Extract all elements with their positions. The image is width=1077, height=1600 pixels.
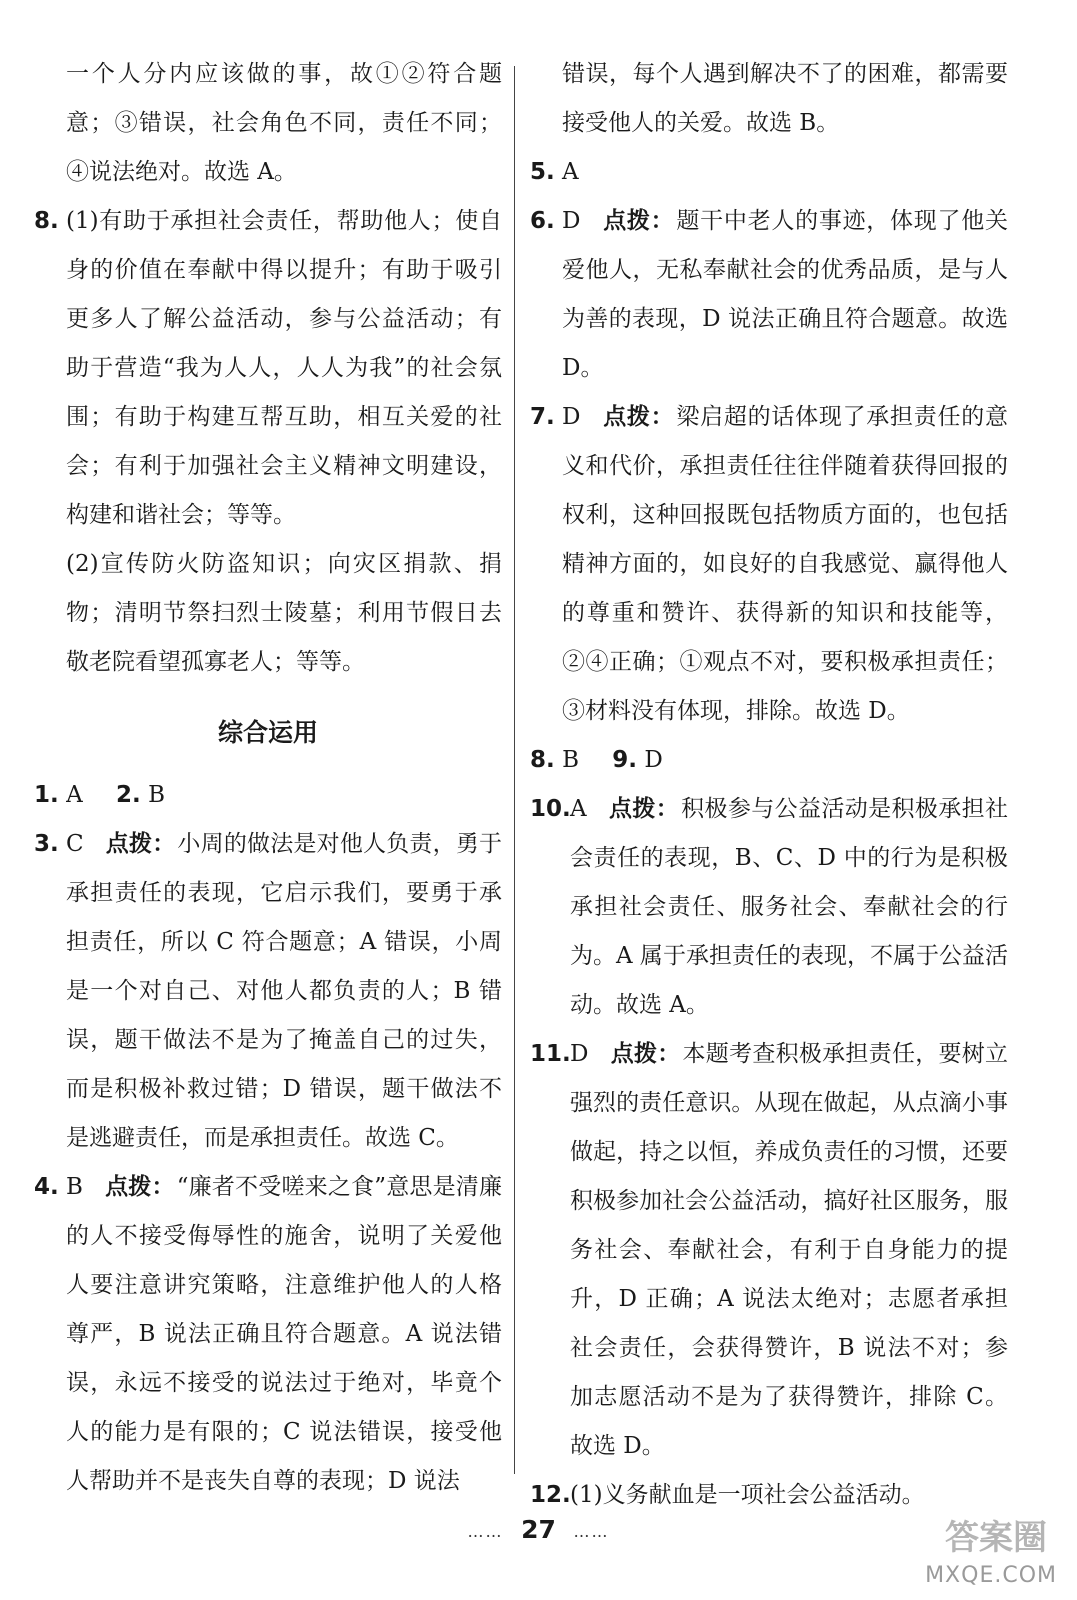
answer-8-part-1: (1)有助于承担社会责任，帮助他人；使自身的价值在奉献中得以提升；有助于吸引更多人了解公益活动，参与公益活动；有助于营造“我为人人，人人为我”的社会氛围；有助于构建互帮互助，相互关爱的社会；有利于加强社会主义精神文明建设，构建和谐社会；等等。: [66, 208, 502, 528]
hint-text: “廉者不受嗟来之食”意思是清廉的人不接受侮辱性的施舍，说明了关爱他人要注意讲究策略，注意维护他人的人格尊严，B 说法正确且符合题意。A 说法错误，永远不接受的说法过于绝对，毕竟个人的能力是有限的；C 说法错误，接受他人帮助并不是丧失自尊的表现；D 说法: [66, 1174, 502, 1494]
hint-text: 积极参与公益活动是积极承担社会责任的表现，B、C、D 中的行为是积极承担社会责任、服务社会、奉献社会的行为。A 属于承担责任的表现，不属于公益活动。故选 A。: [570, 796, 1008, 1018]
question-number: 1.: [34, 782, 59, 808]
answer-choice: D: [570, 1041, 589, 1067]
question-number: 7.: [530, 404, 555, 430]
answers-8-9: [530, 736, 1008, 785]
left-column: [34, 50, 502, 1506]
watermark: [901, 1510, 1061, 1592]
hint-label: 点拨：: [105, 831, 176, 857]
watermark-logo: 答案圈: [945, 1518, 1047, 1558]
answer-choice: B: [562, 747, 579, 773]
question-number: 4.: [34, 1174, 59, 1200]
footer-dots-left: ……: [467, 1522, 504, 1541]
answer-choice: D: [562, 404, 581, 430]
answer-4-continued-text: 错误，每个人遇到解决不了的困难，都需要接受他人的关爱。故选 B。: [562, 61, 1008, 136]
section-title: 综合运用: [217, 718, 318, 747]
hint-label: 点拨：: [602, 208, 675, 234]
answer-8: [34, 197, 502, 687]
answer-choice: C: [66, 831, 84, 857]
answer-7-continued-text: 一个人分内应该做的事，故①②符合题意；③错误，社会角色不同，责任不同；④说法绝对。故选 A。: [66, 61, 502, 185]
question-number: 8.: [34, 208, 59, 234]
column-divider: [514, 66, 515, 1474]
right-column: [530, 50, 1008, 1520]
question-number: 6.: [530, 208, 555, 234]
question-number: 5.: [530, 159, 555, 185]
question-number: 8.: [530, 747, 555, 773]
answer-choice: B: [148, 782, 165, 808]
answer-7-continued: [34, 50, 502, 197]
page-number: 27: [521, 1515, 556, 1544]
answer-8-part-2: (2)宣传防火防盗知识；向灾区捐款、捐物；清明节祭扫烈士陵墓；利用节假日去敬老院看望孤寡老人；等等。: [66, 551, 502, 675]
answer-6: [530, 197, 1008, 393]
answer-11: [530, 1030, 1008, 1471]
answer-choice: A: [66, 782, 83, 808]
answer-12-text: (1)义务献血是一项社会公益活动。: [570, 1482, 925, 1508]
hint-text: 本题考查积极承担责任，要树立强烈的责任意识。从现在做起，从点滴小事做起，持之以恒，养成负责任的习惯，还要积极参加社会公益活动，搞好社区服务，服务社会、奉献社会，有利于自身能力的提升，D 正确；A 说法太绝对；志愿者承担社会责任，会获得赞许，B 说法不对；参加志愿活动不是为了获得赞许，排除 C。故选 D。: [570, 1041, 1009, 1459]
question-number: 3.: [34, 831, 59, 857]
question-number: 10.: [530, 796, 571, 822]
hint-label: 点拨：: [610, 1041, 681, 1067]
answer-10: [530, 785, 1008, 1030]
answer-5: [530, 148, 1008, 197]
question-number: 12.: [530, 1482, 571, 1508]
answer-4: [34, 1163, 502, 1506]
answer-4-continued: [530, 50, 1008, 148]
answer-7: [530, 393, 1008, 736]
hint-label: 点拨：: [602, 404, 675, 430]
hint-label: 点拨：: [104, 1174, 175, 1200]
question-number: 2.: [116, 782, 141, 808]
question-number: 9.: [612, 747, 638, 773]
hint-label: 点拨：: [608, 796, 680, 822]
question-number: 11.: [530, 1041, 571, 1067]
answer-choice: A: [562, 159, 579, 185]
watermark-site: MXQE.COM: [925, 1563, 1057, 1588]
hint-text: 题干中老人的事迹，体现了他关爱他人，无私奉献社会的优秀品质，是与人为善的表现，D 说法正确且符合题意。故选 D。: [562, 208, 1009, 381]
answer-choice: D: [562, 208, 581, 234]
hint-text: 小周的做法是对他人负责，勇于承担责任的表现，它启示我们，要勇于承担责任，所以 C 符合题意；A 错误，小周是一个对自己、对他人都负责的人；B 错误，题干做法不是为了掩盖自己的过失，而是积极补救过错；D 错误，题干做法不是逃避责任，而是承担责任。故选 C。: [66, 831, 503, 1151]
answer-choice: B: [66, 1174, 83, 1200]
answer-3: [34, 820, 502, 1163]
hint-text: 梁启超的话体现了承担责任的意义和代价，承担责任往往伴随着获得回报的权利，这种回报既包括物质方面的，也包括精神方面的，如良好的自我感觉、赢得他人的尊重和赞许、获得新的知识和技能等，②④正确；①观点不对，要积极承担责任；③材料没有体现，排除。故选 D。: [562, 404, 1009, 724]
footer-dots-right: ……: [573, 1522, 610, 1541]
answers-1-2: [34, 771, 502, 820]
answer-choice: D: [644, 747, 663, 773]
answer-choice: A: [570, 796, 587, 822]
